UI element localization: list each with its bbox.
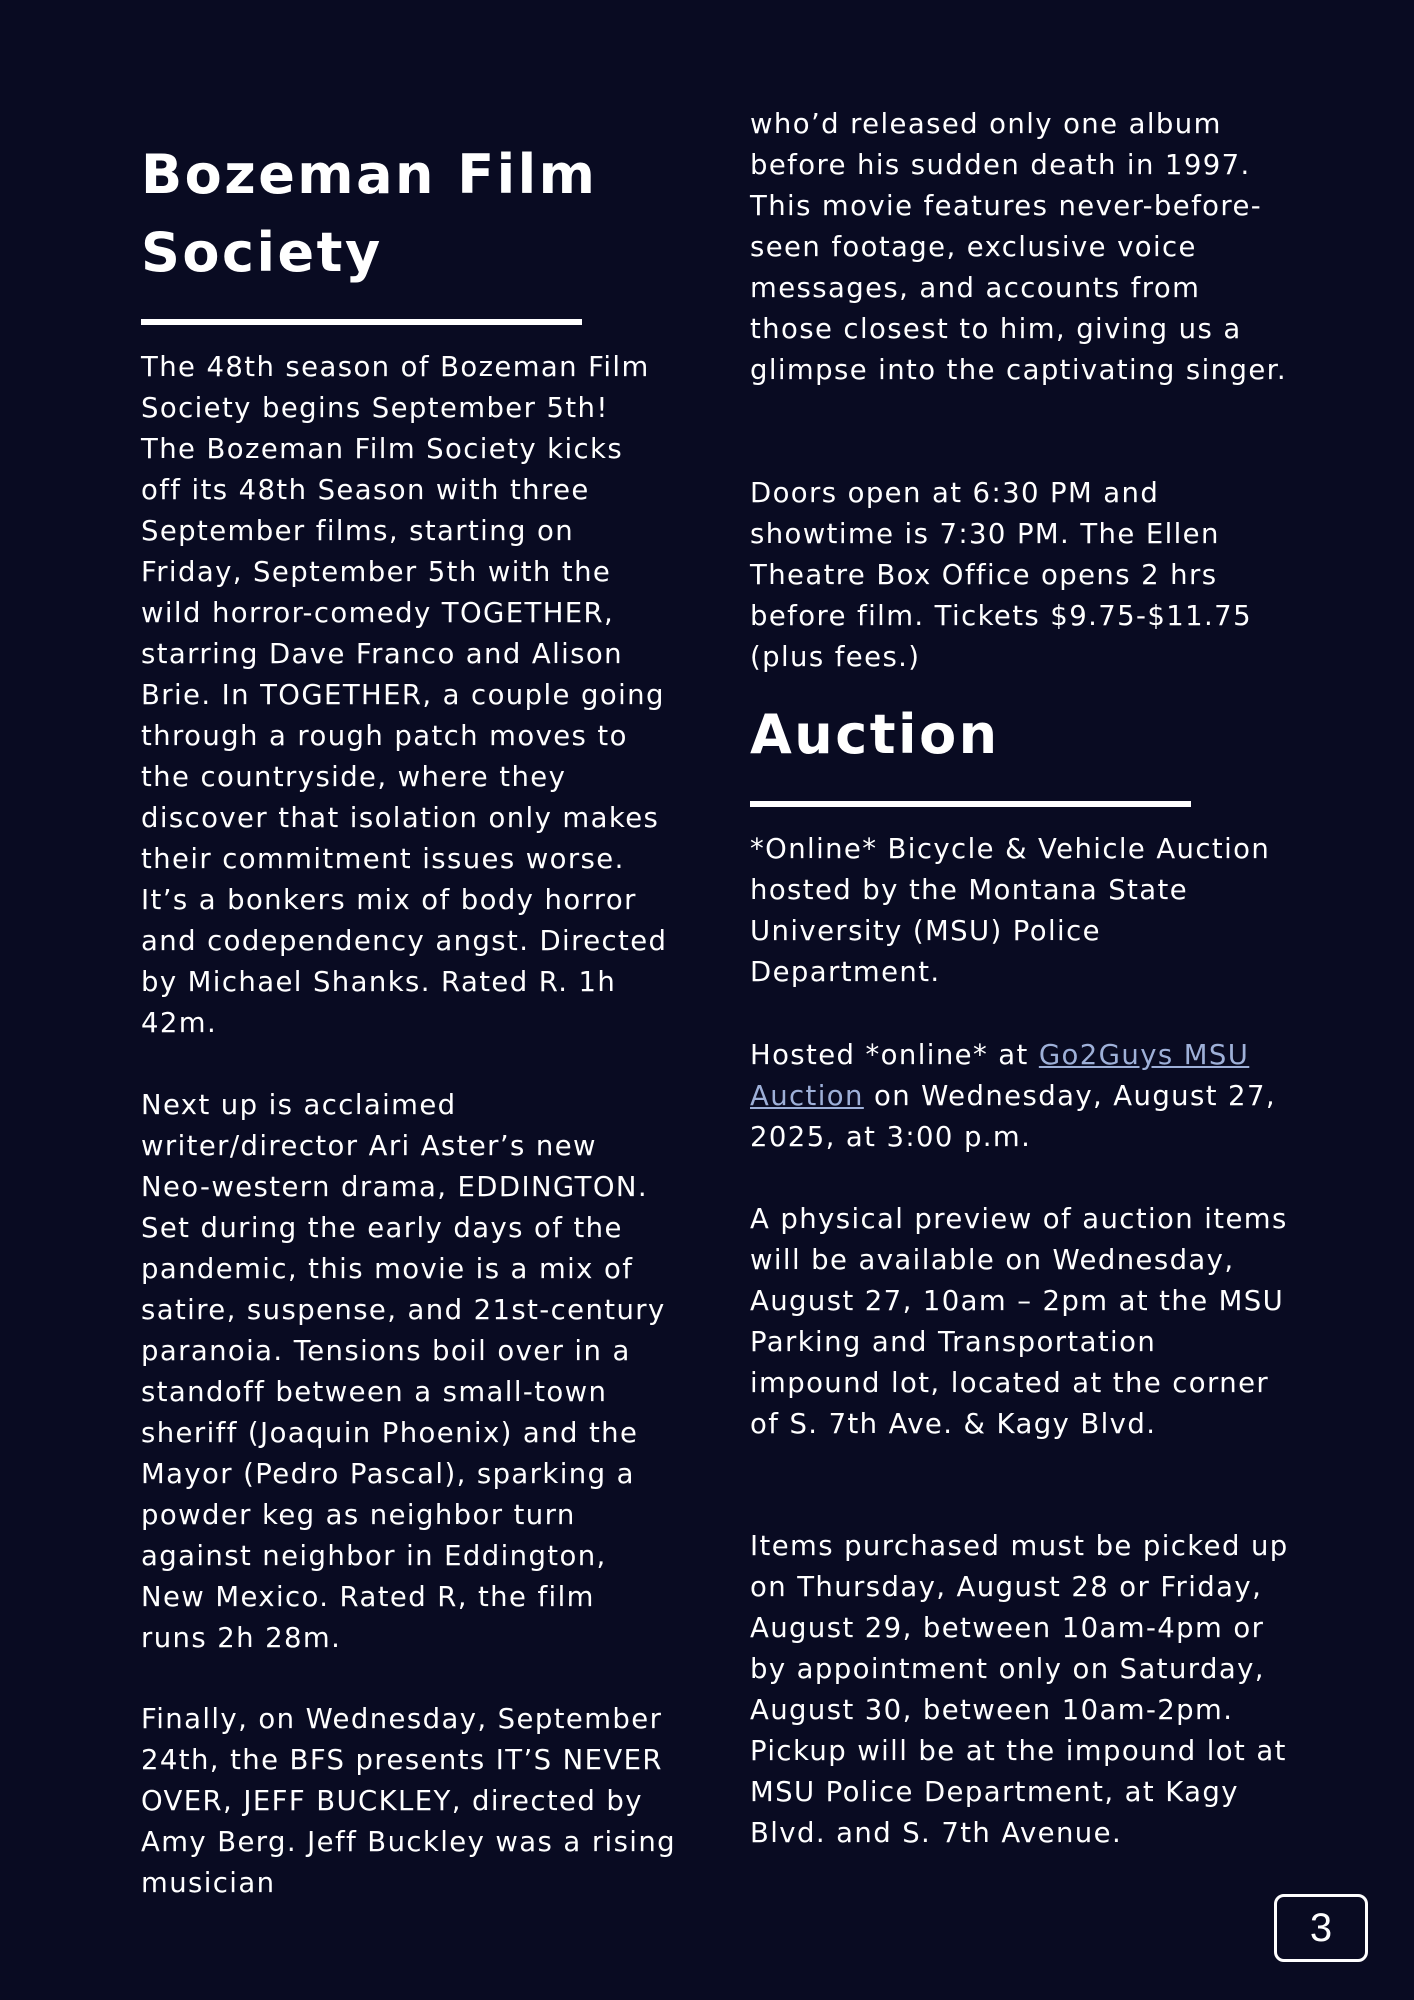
auction-preview-paragraph: A physical preview of auction items will be available on Wednesday, August 27, 10am – 2pm at the MSU Parking and Transportation impound lot, located at the corner of S. 7th Ave. & Kagy Blvd. [750, 1203, 1288, 1440]
section-title-film-society: Bozeman Film Society [141, 143, 598, 284]
auction-pickup-paragraph: Items purchased must be picked up on Thursday, August 28 or Friday, August 29, between 10am-4pm or by appointment only on Saturday, August 30, between 10am-2pm. Pickup will be at the impound lot at MSU Police Department, at Kagy Blvd. and S. 7th Avenue. [750, 1530, 1289, 1849]
auction-title-underline [750, 801, 1191, 807]
showtime-tickets-paragraph: Doors open at 6:30 PM and showtime is 7:30 PM. The Ellen Theatre Box Office opens 2 hrs before film. Tickets $9.75-$11.75 (plus fees.) [750, 477, 1252, 673]
hosted-text-before: Hosted *online* at [750, 1039, 1039, 1071]
go2guys-auction-link[interactable]: Go2Guys MSU Auction [750, 1039, 1250, 1112]
film-society-intro-paragraph: The 48th season of Bozeman Film Society begins September 5th! The Bozeman Film Society kicks off its 48th Season with three September films, starting on Friday, September 5th with the wild horror-comedy TOGETHER, starring Dave Franco and Alison Brie. In TOGETHER, a couple going through a rough patch moves to the countryside, where they discover that isolation only makes their commitment issues worse. It’s a bonkers mix of body horror and codependency angst. Directed by Michael Shanks. Rated R. 1h 42m. [141, 351, 668, 1039]
jeff-buckley-paragraph: Finally, on Wednesday, September 24th, the BFS presents IT’S NEVER OVER, JEFF BUCKLEY, directed by Amy Berg. Jeff Buckley was a rising musician [141, 1703, 677, 1899]
section-title-auction: Auction [750, 703, 1000, 766]
auction-hosted-paragraph [750, 1035, 1290, 1158]
eddington-paragraph: Next up is acclaimed writer/director Ari Aster’s new Neo-western drama, EDDINGTON. Set during the early days of the pandemic, this movie is a mix of satire, suspense, and 21st-century paranoia. Tensions boil over in a standoff between a small-town sheriff (Joaquin Phoenix) and the Mayor (Pedro Pascal), sparking a powder keg as neighbor turn against neighbor in Eddington, New Mexico. Rated R, the film runs 2h 28m. [141, 1089, 666, 1654]
hosted-text-after: on Wednesday, August 27, 2025, at 3:00 p.m. [750, 1080, 1276, 1153]
title-underline [141, 319, 582, 325]
jeff-buckley-paragraph-continued: who’d released only one album before his sudden death in 1997. This movie features never-before-seen footage, exclusive voice messages, and accounts from those closest to him, giving us a glimpse into the captivating singer. [750, 108, 1287, 386]
page-number: 3 [1274, 1894, 1368, 1962]
auction-intro-paragraph: *Online* Bicycle & Vehicle Auction hosted by the Montana State University (MSU) Police Department. [750, 833, 1271, 988]
